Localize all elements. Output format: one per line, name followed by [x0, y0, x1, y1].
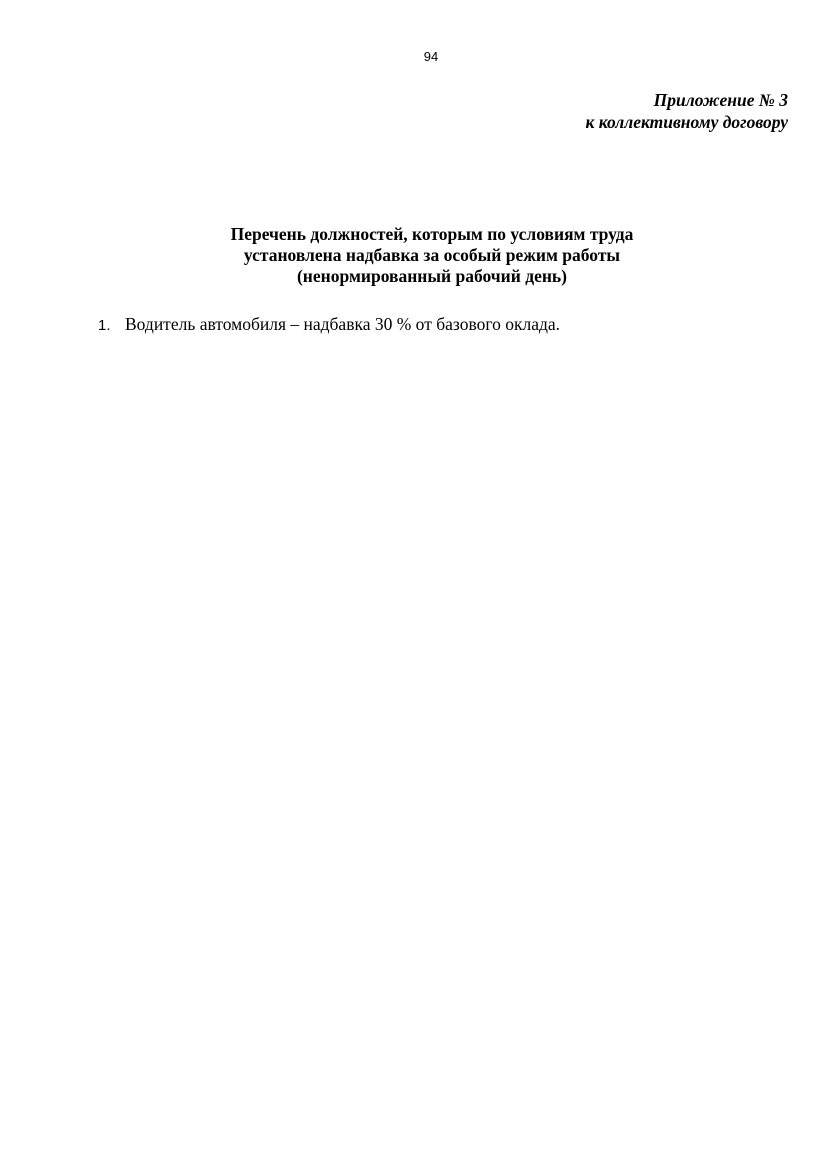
appendix-title: Приложение № 3: [653, 90, 788, 110]
title-line-2: установлена надбавка за особый режим работы: [243, 245, 621, 265]
document-title: [0, 224, 827, 287]
list-item-text: Водитель автомобиля – надбавка 30 % от базового оклада.: [125, 314, 561, 334]
list-item: [98, 313, 560, 337]
list-item-number: 1.: [98, 317, 111, 334]
position-list: [98, 313, 560, 337]
page-number: 94: [423, 49, 439, 64]
appendix-subtitle: к коллективному договору: [585, 112, 788, 132]
title-line-1: Перечень должностей, которым по условиям труда: [230, 224, 634, 244]
appendix-header: [586, 89, 789, 133]
title-line-3: (ненормированный рабочий день): [296, 266, 567, 286]
